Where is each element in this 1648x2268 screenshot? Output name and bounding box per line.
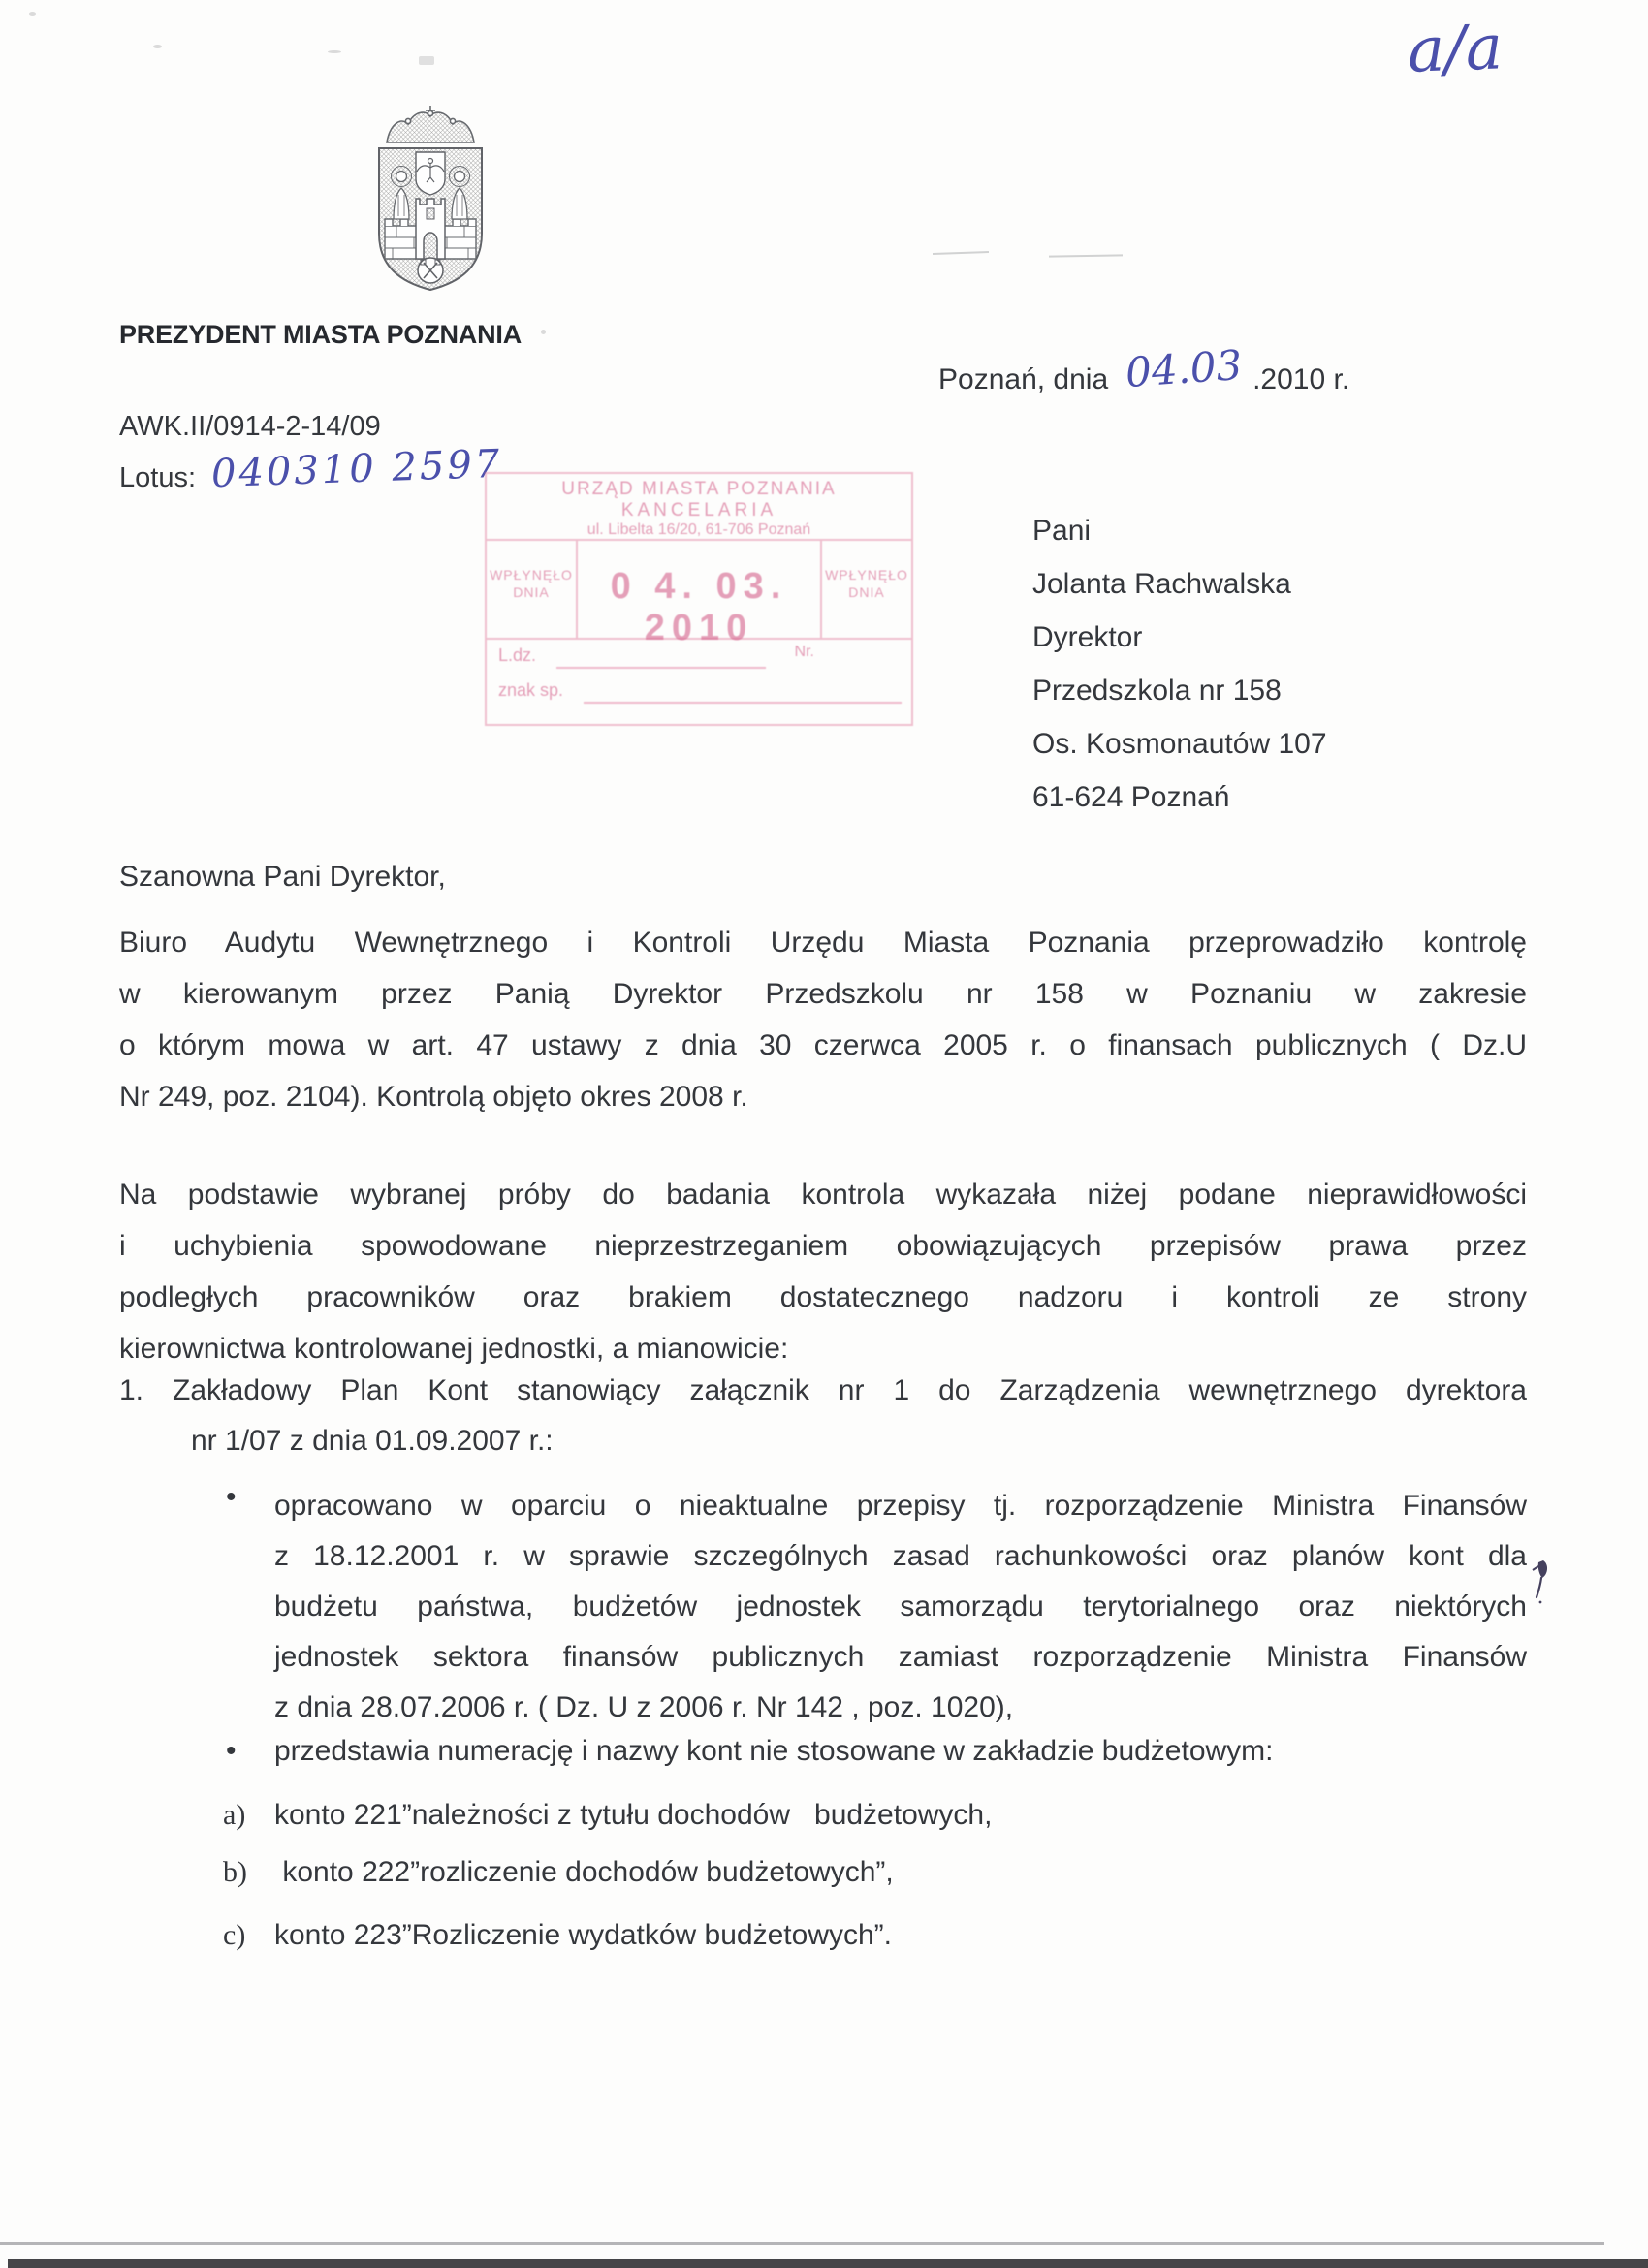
stamp-ldz-line [556,667,766,669]
registry-stamp [485,472,913,726]
paragraph-line: i uchybienia spowodowane nieprzestrzeganiem obowiązujących przepisów prawa przez [119,1230,1527,1262]
scan-speck [541,330,546,334]
sub-item-a-label: a) [223,1799,246,1831]
recipient-line: Dyrektor [1032,621,1143,653]
stamp-footer [487,640,911,711]
stamp-nr-label: Nr. [794,644,814,660]
stamp-office-name: URZĄD MIASTA POZNANIA [561,479,837,499]
numbered-item-1-line-2: nr 1/07 z dnia 01.09.2007 r.: [191,1425,554,1457]
salutation: Szanowna Pani Dyrektor, [119,861,446,893]
reference-number: AWK.II/0914-2-14/09 [119,411,381,442]
bullet-line: z dnia 28.07.2006 r. ( Dz. U z 2006 r. Nr 142 , poz. 1020), [274,1691,1014,1723]
scan-page-edge-line [0,2242,1604,2245]
date-year-label: .2010 r. [1252,363,1350,395]
sub-item-a-text: konto 221”należności z tytułu dochodów budżetowych, [274,1799,993,1831]
sender-title: PREZYDENT MIASTA POZNANIA [119,320,523,349]
date-city-label: Poznań, dnia [938,363,1109,395]
paragraph-line: o którym mowa w art. 47 ustawy z dnia 30 czerwca 2005 r. o finansach publicznych ( Dz.U [119,1029,1527,1061]
paragraph-line: Biuro Audytu Wewnętrznego i Kontroli Urzędu Miasta Poznania przeprowadziło kontrolę [119,927,1527,959]
lotus-line [119,441,503,497]
paragraph-1 [119,917,1527,1122]
paragraph-line: w kierowanym przez Panią Dyrektor Przedszkolu nr 158 w Poznaniu w zakresie [119,978,1527,1010]
recipient-line: Jolanta Rachwalska [1032,568,1291,600]
bullet-icon: • [226,1481,237,1513]
scan-page-edge-shadow [8,2259,1648,2268]
handwritten-lotus-number: 040310 2597 [210,441,503,497]
paragraph-line: Nr 249, poz. 2104). Kontrolą objęto okres 2008 r. [119,1081,748,1113]
stamp-received-right: WPŁYNĘŁO DNIA [825,567,908,600]
stamp-date: 0 4. 03. 2010 [576,541,822,638]
sub-item-c-text: konto 223”Rozliczenie wydatków budżetowych”. [274,1919,892,1951]
lotus-label: Lotus: [119,462,196,493]
paragraph-line: Na podstawie wybranej próby do badania kontrola wykazała niżej podane nieprawidłowości [119,1179,1527,1211]
scan-speck [419,56,434,65]
stamp-office-dept: KANCELARIA [620,500,777,520]
recipient-block [1032,504,1327,824]
sub-item-b-label: b) [223,1856,247,1888]
stamp-znak-line [584,702,902,704]
sub-item-b-text: konto 222”rozliczenie dochodów budżetowych”, [274,1856,894,1888]
paragraph-line: kierownictwa kontrolowanej jednostki, a mianowicie: [119,1333,789,1365]
bullet-line: z 18.12.2001 r. w sprawie szczególnych zasad rachunkowości oraz planów kont dla [274,1540,1527,1572]
date-line [938,340,1350,398]
poznan-coat-of-arms-icon [357,102,504,307]
recipient-line: 61-624 Poznań [1032,781,1230,813]
handwritten-corner-note: a/a [1406,12,1505,87]
stamp-znak-label: znak sp. [498,680,564,700]
bullet-icon: • [226,1735,237,1767]
bullet-line: jednostek sektora finansów publicznych zamiast rozporządzenie Ministra Finansów [274,1641,1527,1673]
scan-speck [29,12,36,16]
scan-speck [328,50,341,53]
stamp-ldz-label: L.dz. [498,646,537,665]
bullet-item-1 [274,1481,1527,1733]
numbered-item-1-line-1: 1. Zakładowy Plan Kont stanowiący załącznik nr 1 do Zarządzenia wewnętrznego dyrektora [119,1374,1527,1406]
scan-dash-artifact [1049,254,1123,257]
stamp-middle-row [487,541,911,648]
stamp-office-address: ul. Libelta 16/20, 61-706 Poznań [586,521,811,538]
stamp-header [487,474,911,541]
recipient-line: Pani [1032,515,1092,547]
bullet-line: budżetu państwa, budżetów jednostek samorządu terytorialnego oraz niektórych [274,1591,1527,1622]
bullet-line: opracowano w oparciu o nieaktualne przepisy tj. rozporządzenie Ministra Finansów [274,1490,1527,1522]
scan-dash-artifact [933,251,989,255]
sub-item-c-label: c) [223,1919,246,1951]
paragraph-2 [119,1169,1527,1374]
handwritten-date: 04.03 [1124,340,1245,397]
recipient-line: Przedszkola nr 158 [1032,675,1282,707]
stamp-received-left: WPŁYNĘŁO DNIA [490,567,573,600]
scan-speck [153,45,162,48]
ink-mark [1530,1557,1553,1605]
recipient-line: Os. Kosmonautów 107 [1032,728,1327,760]
paragraph-line: podległych pracowników oraz brakiem dostatecznego nadzoru i kontroli ze strony [119,1281,1527,1313]
bullet-item-2: przedstawia numerację i nazwy kont nie stosowane w zakładzie budżetowym: [274,1735,1274,1767]
